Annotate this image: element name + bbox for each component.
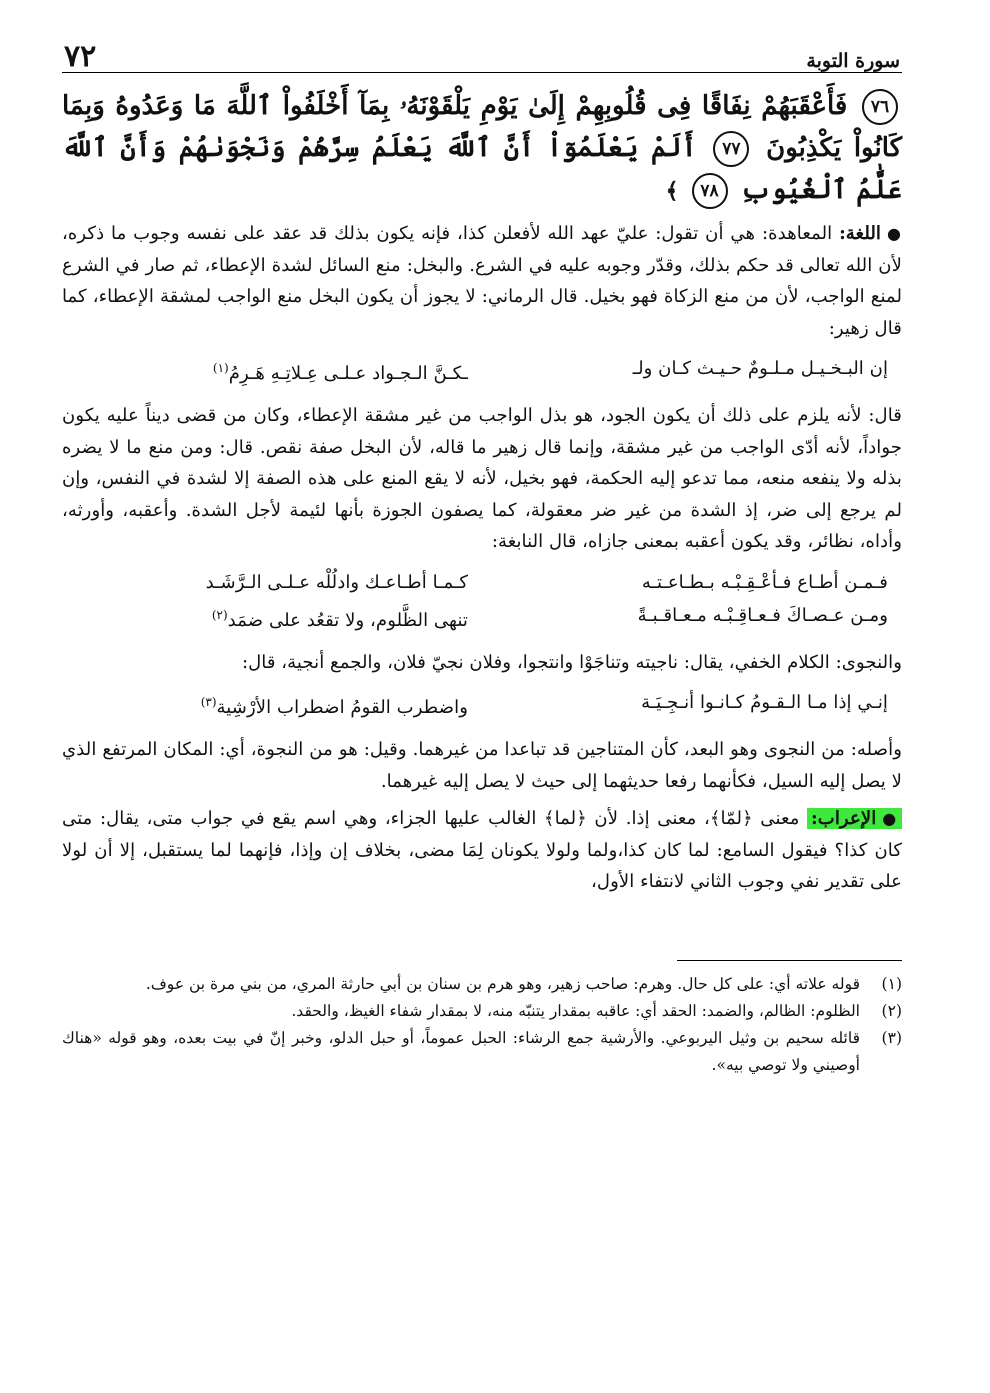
poem-hemistich-1: إنـي إذا مـا الـقـومُ كـانـوا أنـجِـيَـة — [641, 692, 888, 714]
footnote-ref-1[interactable]: (١) — [212, 361, 229, 375]
quran-verses — [62, 85, 902, 212]
poem-line — [62, 599, 902, 637]
footnote-number: (٢) — [881, 1001, 902, 1020]
footnote-number: (٣) — [881, 1028, 902, 1047]
lugha-paragraph-2: قال: لأنه يلزم على ذلك أن يكون الجود، هو بذل الواجب من غير مشقة الإعطاء، وكان من قضى ديناً عليه يكون جواداً، لأنه أدّى الواجب من غير مشقة، وإنما قال زهير ما قاله، لأن البخل صفة نقص. قال: ومن منع ما لا يضره بذله ولا ينفعه منعه، مما تدعو إليه الحكمة، فهو بخيل، لأنه لا يقع المنع على هذه الصفة إلا لشدة في النفس، وإن لم يرجع إلى ضر، إذ الشدة من غير ضر معقولة، كما يصفون الجوزة بأنها لئيمة لأجل الشدة. وأعقبه، وأورثه، وأداه، نظائر، وقد يكون أعقبه بمعنى جازاه، قال النابغة: — [62, 405, 902, 553]
page-number: ٧٢ — [64, 39, 97, 74]
ayah-number-76: ٧٦ — [862, 89, 898, 125]
poem-hemistich-2: ـكـنَّ الـجـواد عـلـى عِـلاتِـهِ هَـرِمُ$^{(١)}$ — [212, 361, 468, 385]
poem-line — [62, 566, 902, 599]
poem-hemistich-1: ومـن عـصـاكَ فـعـاقِـبْـه مـعـاقـبـةً — [637, 604, 888, 626]
irab-text: معنى ﴿لمّا﴾، معنى إذا. لأن ﴿لما﴾ الغالب عليها الجزاء، وهي اسم يقع في جواب متى، يقال: متى كان كذا؟ فيقول السامع: لما كان كذا،ولما ولولا يكونان لِمَا مضى، بخلاف إن وإذا، فإنهما لما يستقبل، إلا أن لولا على تقدير نفي وجوب الثاني لانتفاء الأول، — [62, 808, 902, 893]
poem-hemistich-1: إن البـخـيـل مـلـومٌ حـيـث كـان ولـ — [632, 358, 888, 379]
lugha-paragraph-1 — [62, 218, 902, 344]
surah-name: سورة التوبة — [806, 50, 900, 72]
footnote-ref-3[interactable]: (٣) — [200, 695, 217, 710]
footnote-text: قائله سحيم بن وثيل اليربوعي. والأرشية جمع الرشاء: الحبل عموماً، أو حبل الدلو، وخبر إنّ في بيت بعده، وهو قوله «هناك أوصيني ولا توصي بيه». — [62, 1028, 860, 1074]
poem-hemistich-2: واضطرب القومُ اضطراب الأرْشِية$^{(٣)}$ — [200, 695, 468, 719]
footnote-ref-2[interactable]: (٢) — [211, 607, 228, 622]
poem-hemistich-2: كـمـا أطـاعـك وادلُلْه عـلـى الـرَّشَـد — [205, 571, 468, 593]
lugha-label: اللغة: — [839, 223, 881, 244]
footnote-text: الظلوم: الظالم، والضمد: الحقد أي: عاقبه بمقدار يتنبّه منه، لا بمقدار شفاء الغيظ، والحقد. — [291, 1001, 860, 1020]
poem-line — [62, 352, 902, 390]
footnote-2 — [62, 998, 902, 1025]
lugha-paragraph-4: وأصله: من النجوى وهو البعد، كأن المتناجين قد تباعدا من غيرهما. وقيل: هو من النجوة، أي: المكان المرتفع الذي لا يصل إليه السيل، فكأنهما رفعا حديثهما إلى حيث لا يصل إليه غيرهما. — [62, 739, 902, 792]
ayah-number-78: ٧٨ — [692, 173, 728, 209]
page-header — [62, 36, 902, 73]
ayah-number-77: ٧٧ — [713, 131, 749, 167]
footnote-1 — [62, 971, 902, 998]
poem-najwa — [62, 686, 902, 724]
verse-76: فَأَعْقَبَهُمْ نِفَاقًا فِى قُلُوبِهِمْ إِلَىٰ يَوْمِ يَلْقَوْنَهُۥ بِمَآ أَخْلَفُواْ ٱللَّهَ مَا وَعَدُوهُ وَبِمَا كَانُواْ يَكْذِبُونَ — [62, 91, 903, 163]
bullet-icon: ● — [886, 224, 902, 243]
footnote-separator — [677, 960, 902, 961]
poem-zuhair — [62, 352, 902, 390]
book-page — [62, 36, 902, 1373]
lugha-paragraph-3: والنجوى: الكلام الخفي، يقال: ناجيته وتناجَوْا وانتجوا، وفلان نجيّ فلان، والجمع أنجية، قال: — [241, 651, 902, 673]
verse-77: أَلَمْ يَعْلَمُوٓاْ أَنَّ ٱللَّهَ يَعْلَمُ سِرَّهُمْ وَنَجْوَىٰهُمْ وَأَنَّ ٱللَّهَ عَلَّٰمُ ٱلْغُيُوبِ — [62, 133, 902, 205]
irab-paragraph — [62, 803, 902, 898]
footnote-3 — [62, 1025, 902, 1079]
irab-label-highlight: ●الإعراب: — [807, 808, 902, 829]
footnote-number: (١) — [881, 974, 902, 993]
footnotes — [62, 971, 902, 1079]
poem-nabigha — [62, 566, 902, 637]
poem-hemistich-1: فـمـن أطـاع فـأعْـقِـبْـه بـطـاعـتـه — [641, 571, 888, 593]
poem-hemistich-2: تنهى الظَّلوم، ولا تقعُد على ضمَد$^{(٢)}$ — [211, 607, 468, 631]
footnote-text: قوله علاته أي: على كل حال. وهرم: صاحب زهير، وهو هرم بن سنان بن أبي حارثة المري، من بني مرة بن عوف. — [145, 974, 860, 993]
verse-end-mark: ﴾ — [665, 178, 679, 204]
poem-line — [62, 686, 902, 724]
lugha-text-1: المعاهدة: هي أن تقول: عليّ عهد الله لأفعلن كذا، فإنه يكون بذلك قد عقد على نفسه وجوب ما ذكره، لأن الله تعالى قد حكم بذلك، وقدّر وجوبه عليه في الشرع. والبخل: منع السائل لشدة الإعطاء، ثم صار في الشرع لمنع الواجب، لأن من منع الزكاة فهو بخيل. قال الرماني: لا يجوز أن يكون البخل منع الواجب لمشقة الإعطاء، كما قال زهير: — [62, 223, 902, 339]
bullet-icon: ● — [882, 809, 898, 829]
